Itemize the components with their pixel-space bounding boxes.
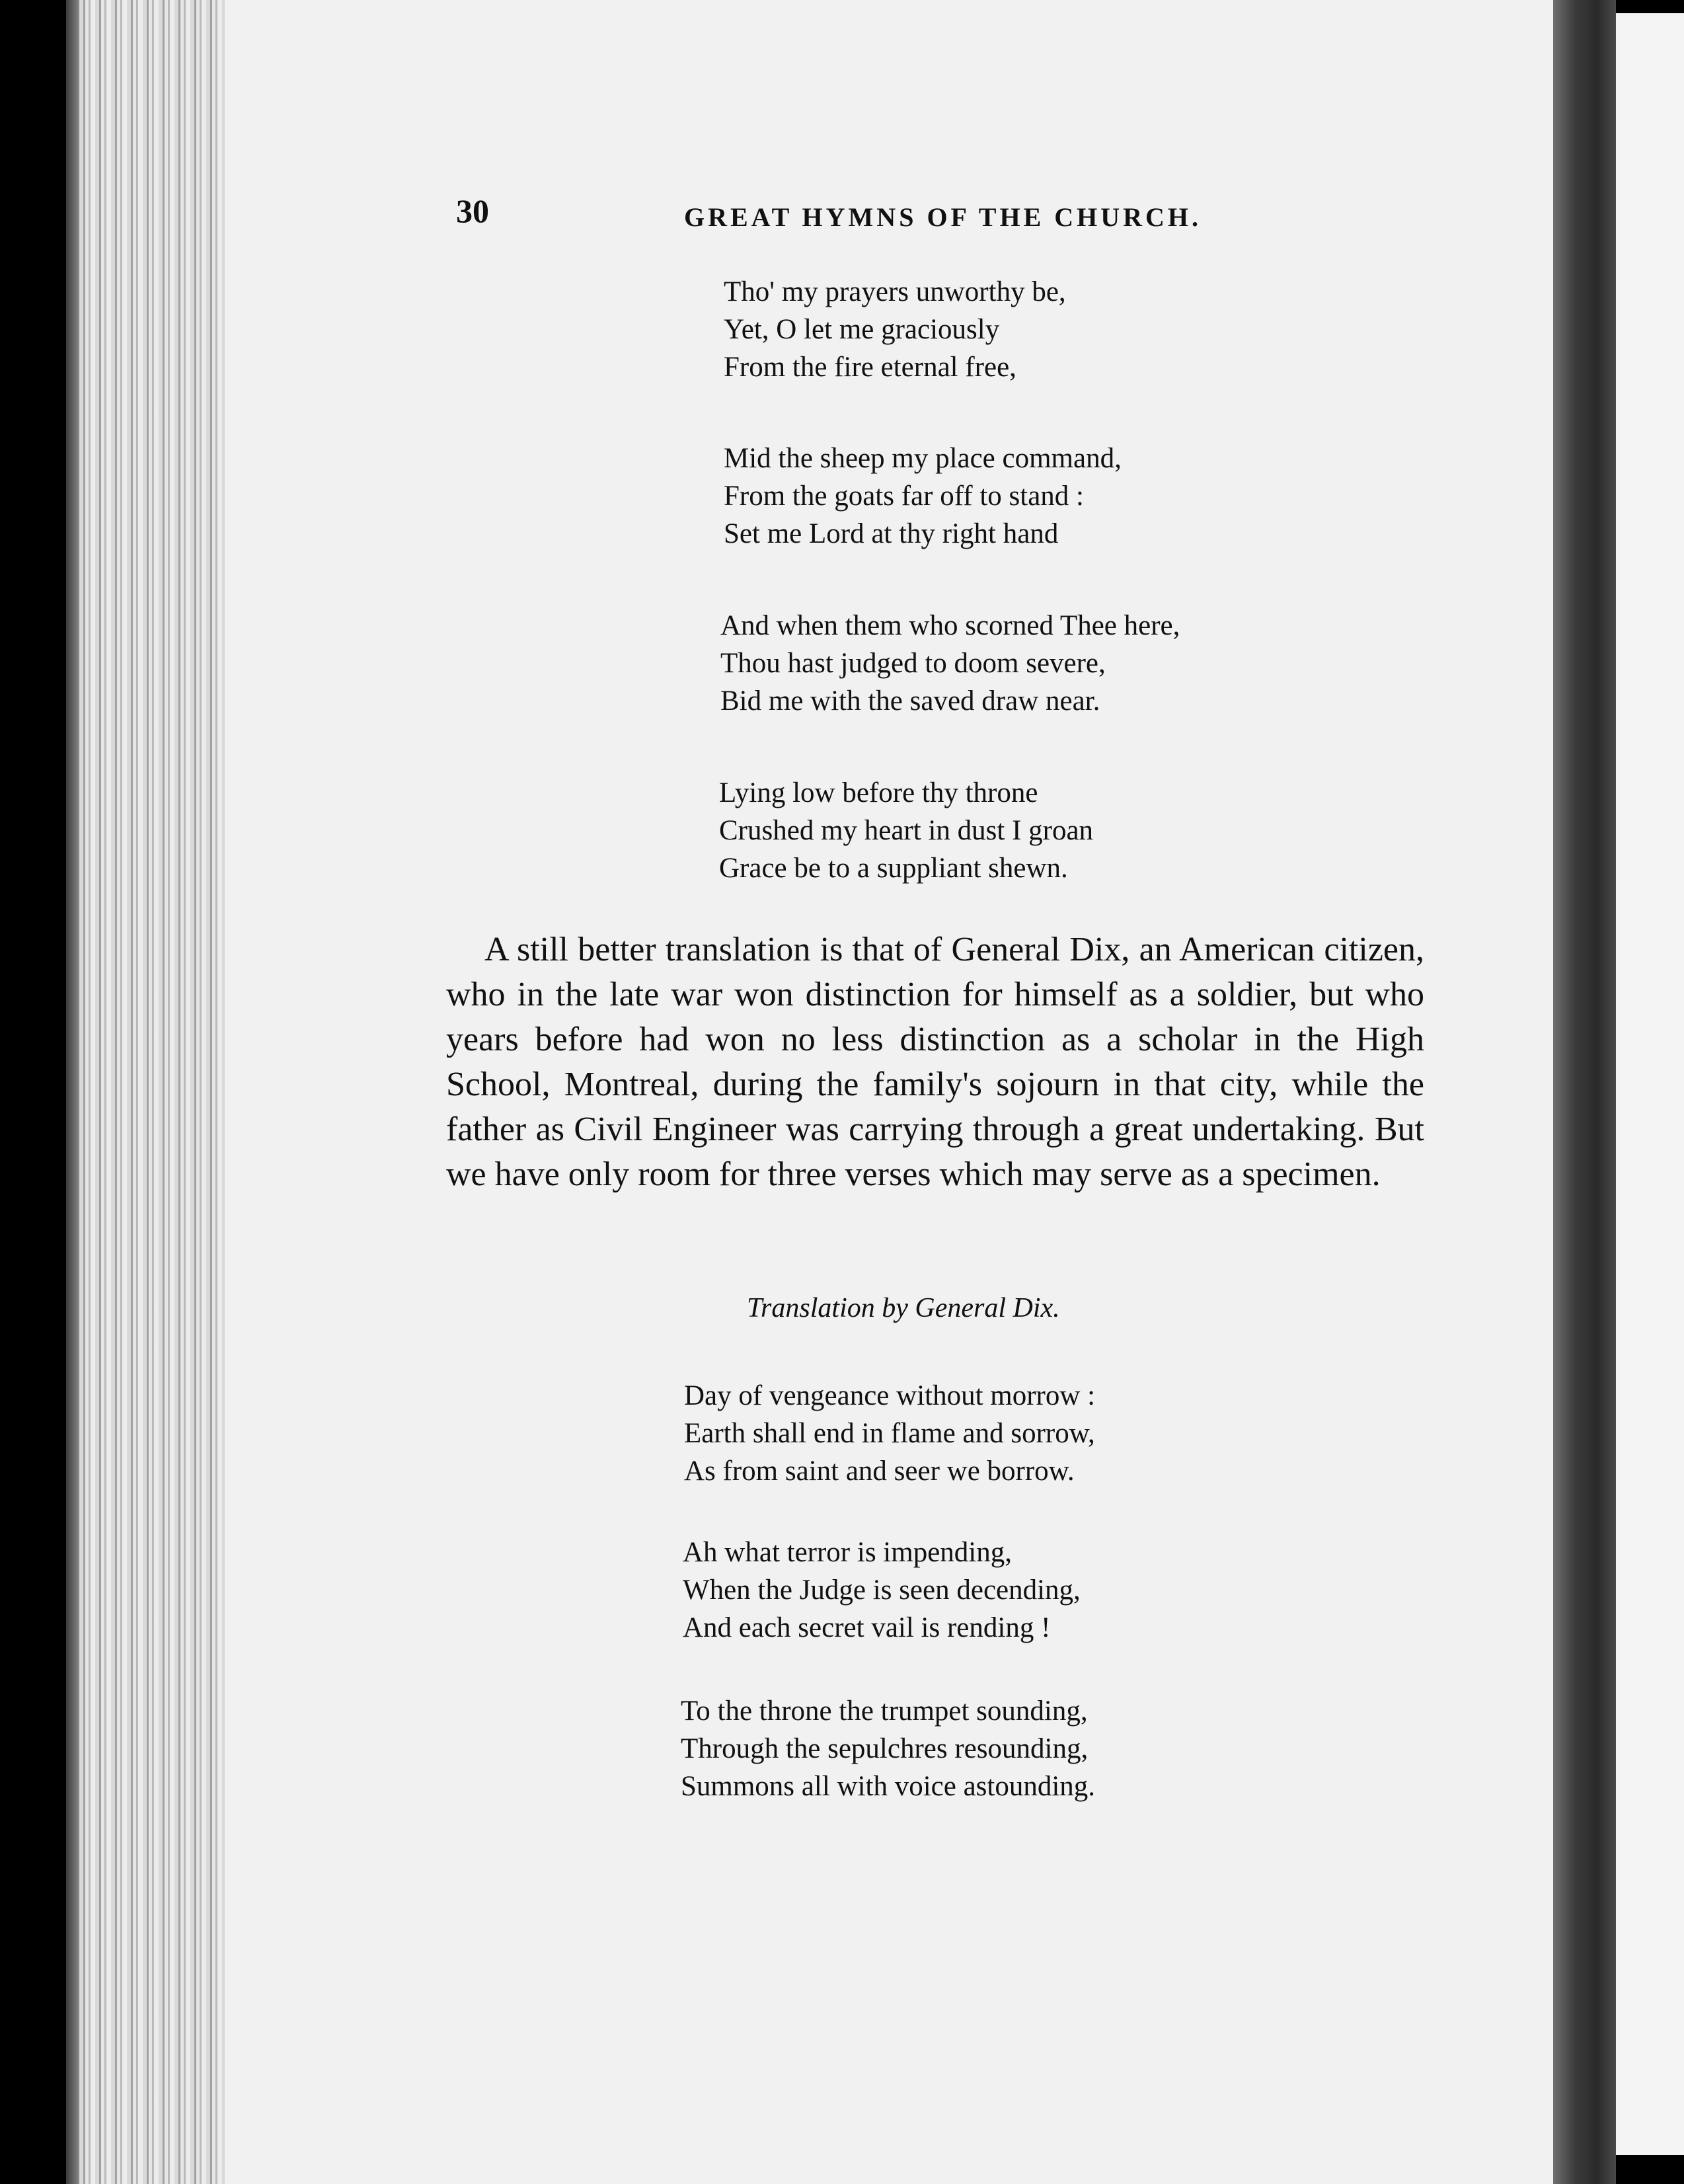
verse-stanza <box>724 440 1122 553</box>
verse-line: And when them who scorned Thee here, <box>720 610 1180 641</box>
verse-line: Ah what terror is impending, <box>683 1537 1012 1568</box>
verse-line: Grace be to a suppliant shewn. <box>719 853 1068 884</box>
verse-line: Set me Lord at thy right hand <box>724 518 1059 549</box>
verse-line: Crushed my heart in dust I groan <box>719 815 1094 846</box>
verse-line: As from saint and seer we borrow. <box>684 1456 1075 1487</box>
verse-stanza <box>720 607 1180 720</box>
verse-stanza <box>683 1534 1081 1647</box>
verse-line: Tho' my prayers unworthy be, <box>724 276 1066 307</box>
verse-stanza <box>719 774 1093 887</box>
verse-line: From the fire eternal free, <box>724 352 1016 383</box>
page-number: 30 <box>456 192 489 229</box>
verse-line: From the goats far off to stand : <box>724 481 1084 512</box>
verse-stanza <box>681 1692 1095 1805</box>
verse-line: Summons all with voice astounding. <box>681 1771 1096 1802</box>
verse-line: And each secret vail is rending ! <box>683 1612 1051 1643</box>
binding-shadow <box>1553 0 1616 2184</box>
verse-line: Yet, O let me graciously <box>724 314 1000 345</box>
verse-line: To the throne the trumpet sounding, <box>681 1696 1088 1727</box>
running-head: GREAT HYMNS OF THE CHURCH. <box>684 202 1202 232</box>
translation-caption: Translation by General Dix. <box>747 1293 1060 1323</box>
verse-line: Day of vengeance without morrow : <box>684 1380 1096 1411</box>
verse-line: Through the sepulchres resounding, <box>681 1733 1089 1764</box>
verse-stanza <box>724 273 1066 386</box>
verse-line: Mid the sheep my place command, <box>724 443 1122 474</box>
verse-line: Bid me with the saved draw near. <box>720 685 1100 717</box>
verse-line: Thou hast judged to doom severe, <box>720 648 1106 679</box>
verse-line: Lying low before thy throne <box>719 777 1038 808</box>
adjacent-page <box>1616 13 1684 2155</box>
verse-stanza <box>684 1377 1095 1490</box>
verse-line: When the Judge is seen decending, <box>683 1575 1081 1606</box>
body-paragraph: A still better translation is that of General Dix, an American citizen, who in the late war won distinction for himself as a soldier, but who years before had won no less distinction as a scholar in the High School, Montreal, during the family's sojourn in that city, while the father as Civil Engineer was carrying through a great undertaking. But we have only room for three verses which may serve as a specimen. <box>446 931 1424 1193</box>
verse-line: Earth shall end in flame and sorrow, <box>684 1418 1095 1449</box>
